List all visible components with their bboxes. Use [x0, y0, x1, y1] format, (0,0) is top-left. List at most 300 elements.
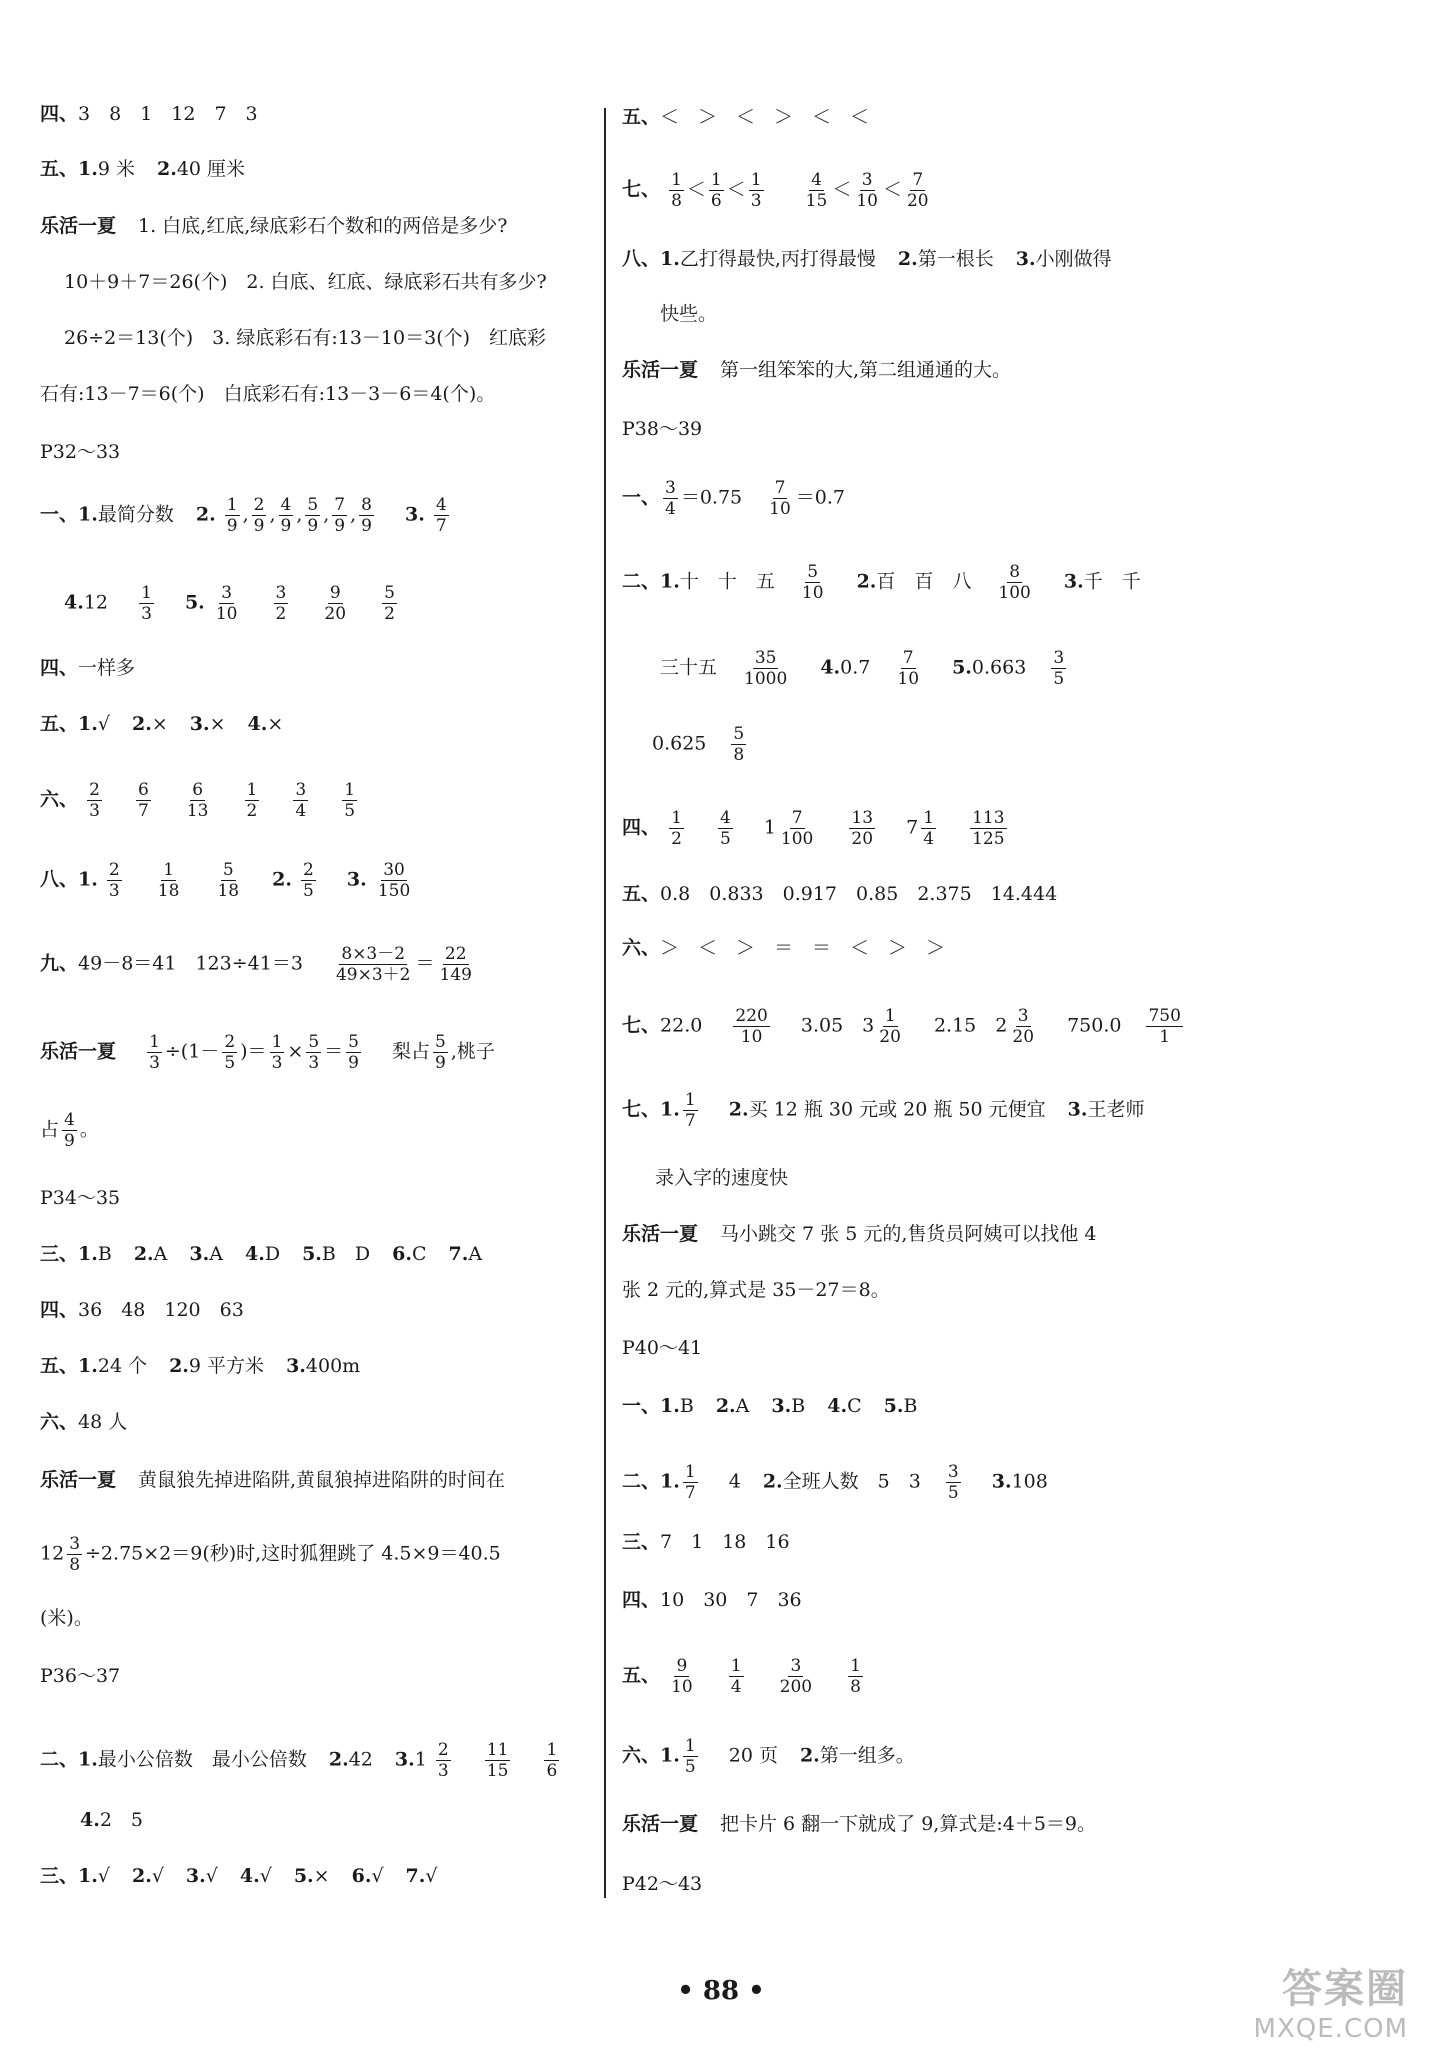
item-number: 2.	[272, 868, 292, 891]
fraction	[301, 860, 316, 901]
answer-text: ＜ ＞ ＜ ＞ ＜ ＜	[660, 106, 870, 128]
numerator: 113	[972, 808, 1005, 828]
item-number: 4.	[80, 1809, 100, 1831]
numerator: 1	[141, 583, 152, 603]
item-number: 2.	[157, 158, 177, 180]
denominator: 20	[1012, 1027, 1035, 1047]
denominator: 49×3＋2	[335, 965, 411, 985]
fraction	[544, 1740, 559, 1781]
answer-text: ×	[267, 713, 284, 735]
numerator: 3	[1053, 648, 1065, 668]
fraction	[376, 860, 412, 901]
item-number: 1.	[660, 570, 680, 593]
answer-text: ＞ ＜ ＞ ＝ ＝ ＜ ＞ ＞	[660, 937, 946, 959]
section-label: 六、	[40, 1411, 79, 1433]
denominator: 9	[280, 516, 292, 536]
fraction	[433, 1032, 448, 1073]
numerator: 8×3－2	[341, 944, 406, 964]
numerator: 7	[912, 170, 924, 190]
fraction	[669, 1656, 695, 1697]
denominator: 13	[186, 801, 209, 821]
answer-text: 48 人	[78, 1411, 128, 1433]
fraction	[733, 1006, 769, 1047]
answer-text: 4	[728, 1470, 741, 1493]
answer-line: 张 2 元的,算式是 35－27＝8。	[622, 1279, 890, 1301]
denominator: 15	[805, 191, 828, 211]
denominator: 6	[546, 1761, 558, 1781]
numerator: 3	[295, 780, 307, 800]
answer-text: 马小跳交 7 张 5 元的,售货员阿姨可以找他 4	[720, 1223, 1097, 1245]
numerator: 1	[344, 780, 356, 800]
fraction	[729, 1656, 744, 1697]
answer-line: 26÷2＝13(个) 3. 绿底彩石有:13－10＝3(个) 红底彩	[64, 327, 547, 349]
answer-text: ＝	[324, 1040, 344, 1063]
fraction	[274, 583, 289, 624]
section-label: 九、	[40, 952, 79, 975]
section-label: 五、	[40, 1355, 79, 1377]
section-label: 二、	[40, 1748, 79, 1771]
answer-text: ×	[209, 713, 226, 735]
denominator: 9	[334, 516, 346, 536]
denominator: 9	[307, 516, 319, 536]
numerator: 1	[884, 1006, 896, 1026]
answer-text: A	[209, 1243, 223, 1265]
denominator: 7	[684, 1483, 696, 1503]
answer-text: 9 平方米	[188, 1355, 265, 1377]
answer-text: 22.0	[660, 1014, 703, 1037]
answer-text: 1	[763, 816, 776, 839]
answer-text: ×	[151, 713, 168, 735]
answer-text: 2 5	[99, 1809, 144, 1831]
item-number: 2.	[131, 713, 152, 735]
answer-line	[40, 780, 360, 821]
answer-line	[40, 1032, 495, 1073]
numerator: 35	[754, 648, 777, 668]
item-number: 3.	[1067, 1098, 1088, 1121]
fraction	[709, 170, 724, 211]
answer-line	[40, 1352, 360, 1380]
answer-text: 买 12 瓶 30 元或 20 瓶 50 元便宜	[748, 1098, 1046, 1121]
item-number: 3.	[1063, 570, 1084, 593]
numerator: 3	[275, 583, 287, 603]
denominator: 3	[89, 801, 100, 821]
numerator: 1	[730, 1656, 742, 1676]
fraction	[334, 944, 413, 985]
item-number: 3.	[394, 1748, 415, 1771]
answer-text: ＝0.75	[680, 486, 743, 509]
numerator: 1	[671, 170, 682, 190]
answer-text: 0.625	[652, 732, 707, 755]
answer-line	[40, 710, 283, 738]
answer-line	[40, 654, 135, 682]
numerator: 7	[902, 648, 914, 668]
denominator: 1	[1159, 1027, 1171, 1047]
denominator: 2	[384, 604, 395, 624]
numerator: 2	[108, 860, 120, 880]
item-number: 1.	[660, 1470, 680, 1493]
answer-text: 0.7	[840, 656, 871, 679]
answer-line	[80, 1806, 143, 1834]
answer-line	[622, 478, 845, 519]
fraction	[359, 495, 374, 536]
denominator: 18	[157, 881, 180, 901]
answer-line	[40, 212, 507, 240]
fraction	[749, 170, 764, 211]
fraction	[436, 1740, 451, 1781]
denominator: 10	[671, 1677, 693, 1697]
denominator: 10	[769, 499, 791, 519]
fraction	[778, 1656, 814, 1697]
item-number: 4.	[820, 656, 841, 679]
section-label: 五、	[622, 1664, 661, 1687]
answer-line	[40, 1408, 127, 1436]
answer-text: 乙打得最快,丙打得最慢	[679, 248, 876, 270]
numerator: 4	[64, 1110, 75, 1130]
item-number: 1.	[78, 1243, 98, 1265]
answer-text: 把卡片 6 翻一下就成了 9,算式是:4＋5＝9。	[720, 1813, 1097, 1835]
answer-line	[40, 155, 245, 183]
answer-text: B	[97, 1243, 112, 1265]
item-number: 2.	[856, 570, 877, 593]
answer-text: 24 个	[97, 1355, 148, 1377]
item-number: 2.	[195, 503, 216, 526]
answer-text: A	[153, 1243, 168, 1265]
section-label: 四、	[622, 816, 661, 839]
section-label: 乐活一夏	[40, 215, 117, 237]
fraction	[252, 495, 267, 536]
denominator: 1000	[744, 669, 788, 689]
fraction	[1146, 1006, 1182, 1047]
answer-text: D	[264, 1243, 281, 1265]
answer-text: ÷(1－	[164, 1040, 220, 1063]
denominator: 10	[740, 1027, 763, 1047]
fraction	[683, 1090, 698, 1131]
denominator: 15	[486, 1761, 509, 1781]
fraction	[434, 495, 449, 536]
numerator: 1	[710, 170, 722, 190]
section-label: 三、	[622, 1531, 661, 1553]
denominator: 5	[344, 801, 356, 821]
answer-text: √	[97, 1865, 110, 1887]
denominator: 8	[850, 1677, 861, 1697]
item-number: 1.	[660, 248, 680, 270]
numerator: 1	[684, 1090, 696, 1110]
answer-text: 第一组笨笨的大,第二组通通的大。	[720, 359, 1012, 381]
denominator: 150	[377, 881, 411, 901]
numerator: 6	[137, 780, 149, 800]
denominator: 4	[295, 801, 307, 821]
section-label: 六、	[622, 1744, 661, 1767]
numerator: 9	[676, 1656, 688, 1676]
answer-line	[622, 1528, 790, 1556]
item-number: 5.	[293, 1865, 314, 1887]
section-label: 八、	[622, 248, 661, 270]
fraction	[731, 724, 746, 765]
answer-text: 1. 白底,红底,绿底彩石个数和的两倍是多少?	[138, 215, 508, 237]
answer-text: 三十五	[660, 656, 718, 679]
answer-text: 2.15 2	[933, 1014, 1008, 1037]
denominator: 9	[435, 1053, 446, 1073]
answer-line	[40, 1240, 482, 1268]
section-label: 五、	[622, 106, 661, 128]
numerator: 9	[329, 583, 341, 603]
answer-text: 0.663	[971, 656, 1027, 679]
denominator: 8	[733, 745, 745, 765]
item-number: 2.	[799, 1744, 820, 1767]
section-label: 八、	[40, 868, 79, 891]
watermark-url: MXQE.COM	[1253, 2014, 1408, 2044]
denominator: 9	[226, 516, 238, 536]
numerator: 5	[308, 1032, 320, 1052]
answer-line	[40, 1534, 501, 1575]
item-number: 3.	[286, 1355, 306, 1377]
answer-text: 最简分数	[97, 503, 174, 526]
answer-line	[622, 562, 1141, 603]
section-label: 乐活一夏	[622, 1223, 699, 1245]
numerator: 4	[435, 495, 447, 515]
answer-text: A	[468, 1243, 483, 1265]
answer-text: 20 页	[728, 1744, 778, 1767]
numerator: 4	[719, 808, 731, 828]
denominator: 7	[684, 1111, 696, 1131]
denominator: 3	[750, 191, 762, 211]
item-number: 1.	[78, 1355, 98, 1377]
fraction	[87, 780, 102, 821]
numerator: 5	[348, 1032, 359, 1052]
answer-text: 。	[79, 1118, 99, 1141]
item-number: 1.	[78, 1865, 98, 1887]
denominator: 2	[246, 801, 258, 821]
item-number: 2.	[897, 248, 918, 270]
denominator: 4	[923, 829, 935, 849]
fraction	[136, 780, 151, 821]
fraction	[270, 1032, 285, 1073]
denominator: 20	[851, 829, 874, 849]
answer-line	[622, 103, 869, 131]
answer-text: 一样多	[78, 657, 136, 679]
answer-text: 12	[40, 1542, 65, 1565]
item-number: 7.	[405, 1865, 426, 1887]
denominator: 5	[947, 1483, 959, 1503]
numerator: 3	[1017, 1006, 1029, 1026]
item-number: 2.	[133, 1243, 154, 1265]
fraction	[107, 860, 122, 901]
answer-line	[622, 880, 1057, 908]
numerator: 3	[221, 583, 233, 603]
fraction	[669, 808, 684, 849]
item-number: 7.	[448, 1243, 469, 1265]
denominator: 3	[437, 1761, 449, 1781]
answer-text: 9 米	[97, 158, 135, 180]
answer-text: 7	[906, 816, 919, 839]
fraction	[804, 170, 830, 211]
numerator: 2	[89, 780, 100, 800]
answer-line	[622, 934, 945, 962]
section-label: 三、	[40, 1865, 79, 1887]
watermark-title: 答案圈	[1282, 1966, 1408, 2012]
numerator: 2	[253, 495, 265, 515]
numerator: 2	[437, 1740, 449, 1760]
answer-line	[622, 245, 1112, 273]
answer-text: A	[735, 1395, 750, 1417]
fraction	[342, 780, 357, 821]
item-number: 2.	[728, 1098, 749, 1121]
fraction	[767, 478, 793, 519]
answer-line	[40, 1862, 438, 1890]
fraction	[718, 808, 733, 849]
numerator: 4	[280, 495, 292, 515]
watermark-logo	[1254, 1957, 1408, 2044]
numerator: 1	[163, 860, 175, 880]
answer-line	[64, 583, 400, 624]
denominator: 3	[108, 881, 120, 901]
fraction	[382, 583, 397, 624]
item-number: 1.	[660, 1744, 680, 1767]
item-number: 2.	[169, 1355, 189, 1377]
numerator: 1	[750, 170, 762, 190]
numerator: 3	[861, 170, 873, 190]
fraction	[185, 780, 211, 821]
numerator: 2	[224, 1032, 236, 1052]
section-label: 四、	[40, 103, 79, 125]
denominator: 200	[779, 1677, 813, 1697]
answer-text: ,桃子	[450, 1040, 495, 1063]
answer-text: √	[259, 1865, 272, 1887]
answer-line: 10＋9＋7＝26(个) 2. 白底、红底、绿底彩石共有多少?	[64, 271, 547, 293]
answer-line	[622, 808, 1010, 849]
fraction	[683, 1462, 698, 1503]
answer-line	[40, 1466, 505, 1494]
section-label: 五、	[40, 158, 79, 180]
denominator: 5	[303, 881, 314, 901]
answer-text: √	[151, 1865, 164, 1887]
item-number: 3.	[189, 713, 210, 735]
answer-text: C	[847, 1395, 862, 1417]
answer-text: 小刚做得	[1035, 248, 1112, 270]
fraction	[332, 495, 347, 536]
numerator: 11	[486, 1740, 509, 1760]
numerator: 7	[774, 478, 786, 498]
item-number: 2.	[715, 1395, 736, 1417]
answer-text: 400m	[305, 1355, 361, 1377]
item-number: 1.	[78, 868, 98, 891]
page-ref: P34～35	[40, 1187, 121, 1209]
denominator: 20	[324, 604, 347, 624]
fraction	[62, 1110, 77, 1151]
answer-line: (米)。	[40, 1607, 93, 1629]
denominator: 4	[730, 1677, 742, 1697]
answer-line	[622, 1090, 1144, 1131]
answer-text: 49－8＝41 123÷41＝3	[78, 952, 303, 975]
item-number: 3.	[991, 1470, 1012, 1493]
item-number: 4.	[244, 1243, 265, 1265]
item-number: 1.	[78, 158, 98, 180]
denominator: 3	[308, 1053, 320, 1073]
answer-text: 42	[348, 1748, 373, 1771]
numerator: 1	[850, 1656, 861, 1676]
fraction	[346, 1032, 361, 1073]
numerator: 5	[733, 724, 745, 744]
page-ref: P36～37	[40, 1665, 121, 1687]
numerator: 1	[271, 1032, 283, 1052]
fraction	[848, 1656, 863, 1697]
numerator: 1	[149, 1032, 160, 1052]
section-label: 乐活一夏	[40, 1469, 117, 1491]
section-label: 乐活一夏	[622, 1813, 699, 1835]
page-number: • 88 •	[677, 1976, 765, 2006]
answer-line	[622, 1736, 915, 1777]
section-label: 七、	[622, 178, 661, 201]
answer-text: 12	[83, 591, 109, 614]
section-label: 二、	[622, 570, 661, 593]
numerator: 6	[192, 780, 204, 800]
numerator: 13	[851, 808, 874, 828]
answer-text: 最小公倍数 最小公倍数	[97, 1748, 307, 1771]
denominator: 20	[879, 1027, 901, 1047]
denominator: 8	[69, 1555, 81, 1575]
answer-text: C	[411, 1243, 427, 1265]
denominator: 7	[137, 801, 149, 821]
denominator: 8	[671, 191, 682, 211]
item-number: 6.	[351, 1865, 372, 1887]
item-number: 1.	[660, 1395, 680, 1417]
numerator: 5	[307, 495, 319, 515]
answer-text: 40 厘米	[176, 158, 246, 180]
answer-text: 36 48 120 63	[78, 1299, 244, 1321]
fraction	[669, 170, 684, 211]
denominator: 10	[856, 191, 878, 211]
denominator: 5	[719, 829, 731, 849]
item-number: 1.	[78, 503, 98, 526]
numerator: 5	[435, 1032, 446, 1052]
section-label: 六、	[40, 788, 79, 811]
numerator: 3	[790, 1656, 802, 1676]
section-label: 六、	[622, 937, 661, 959]
answer-text: 0.8 0.833 0.917 0.85 2.375 14.444	[660, 883, 1058, 905]
answer-text: √	[371, 1865, 384, 1887]
numerator: 7	[791, 808, 803, 828]
numerator: 1	[226, 495, 238, 515]
section-label: 四、	[40, 657, 79, 679]
answer-text: 占	[40, 1118, 60, 1141]
answer-text: √	[205, 1865, 218, 1887]
answer-line	[652, 724, 749, 765]
fraction	[139, 583, 154, 624]
answer-text: 750.0	[1067, 1014, 1122, 1037]
item-number: 3.	[346, 868, 367, 891]
numerator: 7	[334, 495, 346, 515]
answer-line	[622, 1392, 917, 1420]
numerator: 1	[923, 808, 935, 828]
answer-text: ÷2.75×2＝9(秒)时,这时狐狸跳了 4.5×9＝40.5	[85, 1542, 501, 1565]
numerator: 1	[684, 1736, 696, 1756]
column-divider	[604, 108, 606, 1898]
answer-text: )＝	[240, 1040, 267, 1063]
answer-line: 录入字的速度快	[655, 1167, 789, 1189]
item-number: 5.	[952, 656, 972, 679]
section-label: 三、	[40, 1243, 79, 1265]
answer-line	[622, 1220, 1097, 1248]
item-number: 4.	[239, 1865, 260, 1887]
answer-text: 黄鼠狼先掉进陷阱,黄鼠狼掉进陷阱的时间在	[138, 1469, 506, 1491]
item-number: 6.	[392, 1243, 412, 1265]
fraction	[485, 1740, 511, 1781]
answer-text: B	[791, 1395, 806, 1417]
numerator: 1	[671, 808, 682, 828]
numerator: 22	[444, 944, 467, 964]
item-number: 4.	[247, 713, 268, 735]
denominator: 5	[1053, 669, 1065, 689]
